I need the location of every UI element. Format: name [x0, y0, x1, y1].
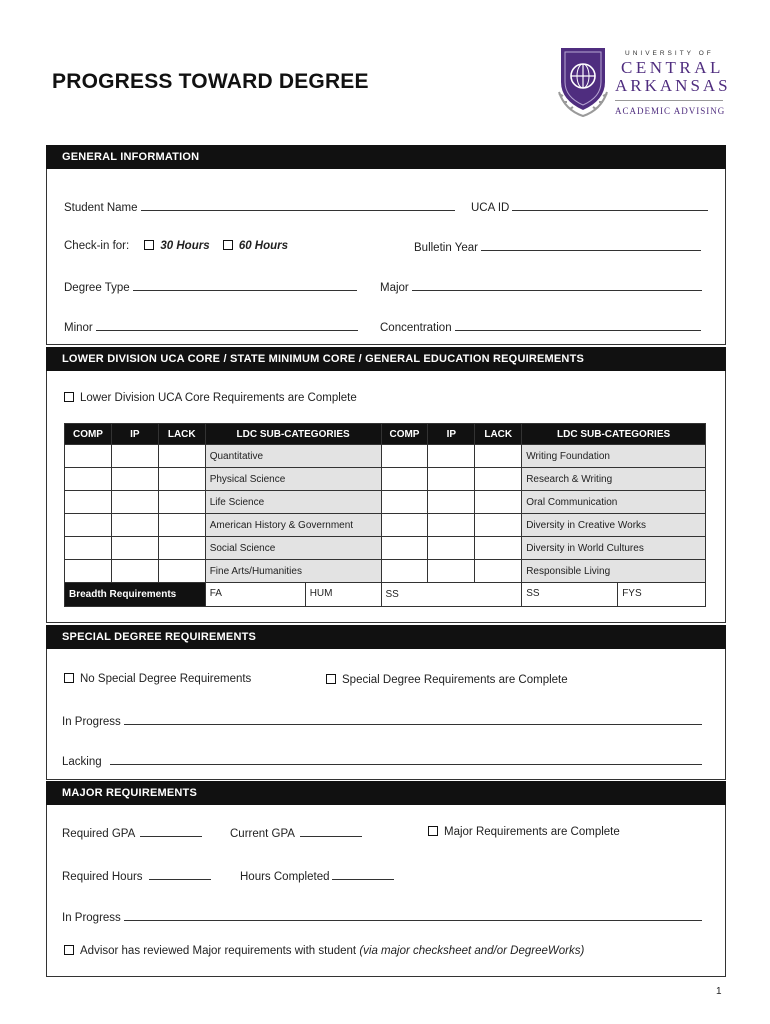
breadth-fys: FYS	[622, 588, 642, 599]
checkbox-advisor-reviewed[interactable]	[64, 945, 74, 955]
special-lacking-label: Lacking	[62, 756, 102, 768]
lack-cell[interactable]	[475, 468, 522, 491]
hours-completed-field[interactable]	[240, 869, 394, 883]
col-lack-right: LACK	[475, 424, 522, 445]
special-in-progress-blank[interactable]	[124, 714, 702, 725]
no-special-row	[64, 673, 251, 685]
category-cell: American History & Government	[205, 514, 381, 537]
major-req-header: MAJOR REQUIREMENTS	[46, 781, 726, 805]
breadth-row	[65, 583, 706, 607]
checkin-label: Check-in for:	[64, 240, 130, 252]
current-gpa-blank[interactable]	[300, 826, 362, 837]
ip-cell[interactable]	[111, 491, 158, 514]
special-complete-row	[326, 674, 568, 686]
student-name-field[interactable]	[64, 200, 455, 214]
col-comp-left: COMP	[65, 424, 112, 445]
degree-type-blank[interactable]	[133, 280, 357, 291]
lack-cell[interactable]	[158, 537, 205, 560]
ldc-header-row	[65, 424, 706, 445]
comp-cell[interactable]	[381, 537, 428, 560]
major-field[interactable]	[380, 280, 702, 294]
major-label: Major	[380, 282, 409, 294]
category-cell: Oral Communication	[522, 491, 706, 514]
concentration-label: Concentration	[380, 322, 452, 334]
ldc-complete-label: Lower Division UCA Core Requirements are Complete	[80, 392, 357, 404]
table-row	[65, 537, 706, 560]
ip-cell[interactable]	[428, 537, 475, 560]
special-complete-label: Special Degree Requirements are Complete	[342, 674, 568, 686]
hours-completed-blank[interactable]	[332, 869, 394, 880]
advisor-reviewed-row	[64, 945, 584, 957]
concentration-blank[interactable]	[455, 320, 701, 331]
category-cell: Research & Writing	[522, 468, 706, 491]
lack-cell[interactable]	[475, 537, 522, 560]
ip-cell[interactable]	[428, 560, 475, 583]
ip-cell[interactable]	[111, 468, 158, 491]
col-comp-right: COMP	[381, 424, 428, 445]
lack-cell[interactable]	[158, 514, 205, 537]
major-blank[interactable]	[412, 280, 702, 291]
category-cell: Life Science	[205, 491, 381, 514]
comp-cell[interactable]	[65, 468, 112, 491]
special-in-progress-field[interactable]	[62, 714, 702, 728]
lower-division-header: LOWER DIVISION UCA CORE / STATE MINIMUM CORE / GENERAL EDUCATION REQUIREMENTS	[46, 347, 726, 371]
logo-divider	[615, 100, 723, 101]
special-lacking-blank[interactable]	[110, 754, 702, 765]
page-title: PROGRESS TOWARD DEGREE	[52, 70, 369, 93]
breadth-cell-ss-fys[interactable]	[522, 583, 706, 607]
checkbox-special-complete[interactable]	[326, 674, 336, 684]
minor-blank[interactable]	[96, 320, 358, 331]
breadth-fa: FA	[206, 583, 306, 606]
major-in-progress-field[interactable]	[62, 910, 702, 924]
bulletin-year-blank[interactable]	[481, 240, 701, 251]
col-subcat-left: LDC SUB-CATEGORIES	[205, 424, 381, 445]
category-cell: Social Science	[205, 537, 381, 560]
lack-cell[interactable]	[475, 445, 522, 468]
required-hours-blank[interactable]	[149, 869, 211, 880]
lack-cell[interactable]	[158, 468, 205, 491]
ip-cell[interactable]	[111, 445, 158, 468]
uca-id-field[interactable]	[471, 200, 708, 214]
checkbox-ldc-complete[interactable]	[64, 392, 74, 402]
bulletin-year-label: Bulletin Year	[414, 242, 478, 254]
category-cell: Physical Science	[205, 468, 381, 491]
col-lack-left: LACK	[158, 424, 205, 445]
col-ip-left: IP	[111, 424, 158, 445]
hours-30-label: 30 Hours	[160, 240, 210, 252]
checkbox-no-special[interactable]	[64, 673, 74, 683]
major-complete-label: Major Requirements are Complete	[444, 826, 620, 838]
comp-cell[interactable]	[65, 560, 112, 583]
uca-logo	[555, 44, 730, 120]
breadth-ss-2: SS	[522, 583, 618, 606]
required-gpa-blank[interactable]	[140, 826, 202, 837]
breadth-cell-fa[interactable]	[205, 583, 381, 607]
ip-cell[interactable]	[428, 468, 475, 491]
major-complete-row	[428, 826, 620, 838]
lack-cell[interactable]	[158, 445, 205, 468]
degree-type-field[interactable]	[64, 280, 357, 294]
comp-cell[interactable]	[65, 514, 112, 537]
current-gpa-field[interactable]	[230, 826, 362, 840]
checkin-row	[64, 240, 288, 252]
lack-cell[interactable]	[158, 491, 205, 514]
lack-cell[interactable]	[475, 491, 522, 514]
ldc-table	[64, 423, 706, 607]
minor-label: Minor	[64, 322, 93, 334]
category-cell: Fine Arts/Humanities	[205, 560, 381, 583]
required-hours-label: Required Hours	[62, 871, 143, 883]
checkbox-30-hours[interactable]	[144, 240, 154, 250]
uca-id-blank[interactable]	[512, 200, 708, 211]
comp-cell[interactable]	[65, 445, 112, 468]
logo-department: ACADEMIC ADVISING	[615, 106, 726, 116]
advisor-reviewed-note: (via major checksheet and/or DegreeWorks)	[359, 945, 585, 957]
degree-type-label: Degree Type	[64, 282, 130, 294]
comp-cell[interactable]	[381, 560, 428, 583]
checkbox-major-complete[interactable]	[428, 826, 438, 836]
table-row	[65, 445, 706, 468]
logo-arkansas: ARKANSAS	[615, 76, 731, 95]
major-in-progress-label: In Progress	[62, 912, 121, 924]
uca-shield-icon	[555, 44, 611, 120]
table-row	[65, 514, 706, 537]
concentration-field[interactable]	[380, 320, 701, 334]
hours-60-label: 60 Hours	[238, 240, 289, 252]
comp-cell[interactable]	[65, 491, 112, 514]
general-info-header: GENERAL INFORMATION	[46, 145, 726, 169]
col-subcat-right: LDC SUB-CATEGORIES	[522, 424, 706, 445]
logo-university-of: UNIVERSITY OF	[625, 50, 714, 57]
logo-central: CENTRAL	[621, 58, 724, 77]
comp-cell[interactable]	[65, 537, 112, 560]
advisor-reviewed-label: Advisor has reviewed Major requirements with student	[80, 945, 357, 957]
general-info-section	[46, 169, 726, 345]
lack-cell[interactable]	[475, 560, 522, 583]
comp-cell[interactable]	[381, 468, 428, 491]
ldc-complete-row	[64, 392, 357, 404]
uca-id-label: UCA ID	[471, 202, 510, 214]
category-cell: Responsible Living	[522, 560, 706, 583]
comp-cell[interactable]	[381, 445, 428, 468]
special-lacking-field[interactable]	[62, 754, 702, 768]
category-cell: Writing Foundation	[522, 445, 706, 468]
minor-field[interactable]	[64, 320, 358, 334]
lack-cell[interactable]	[158, 560, 205, 583]
special-header: SPECIAL DEGREE REQUIREMENTS	[46, 625, 726, 649]
breadth-cell-ss[interactable]: SS	[381, 583, 522, 607]
student-name-label: Student Name	[64, 202, 138, 214]
comp-cell[interactable]	[381, 491, 428, 514]
ip-cell[interactable]	[111, 514, 158, 537]
comp-cell[interactable]	[381, 514, 428, 537]
current-gpa-label: Current GPA	[230, 828, 295, 840]
ip-cell[interactable]	[428, 445, 475, 468]
lack-cell[interactable]	[475, 514, 522, 537]
table-row	[65, 560, 706, 583]
ip-cell[interactable]	[111, 537, 158, 560]
ip-cell[interactable]	[428, 491, 475, 514]
required-hours-field[interactable]	[62, 869, 211, 883]
ip-cell[interactable]	[428, 514, 475, 537]
category-cell: Quantitative	[205, 445, 381, 468]
breadth-label: Breadth Requirements	[65, 583, 206, 607]
required-gpa-field[interactable]	[62, 826, 202, 840]
bulletin-year-field[interactable]	[414, 240, 701, 254]
student-name-blank[interactable]	[141, 200, 455, 211]
major-in-progress-blank[interactable]	[124, 910, 702, 921]
checkbox-60-hours[interactable]	[223, 240, 233, 250]
special-in-progress-label: In Progress	[62, 716, 121, 728]
required-gpa-label: Required GPA	[62, 828, 136, 840]
hours-completed-label: Hours Completed	[240, 871, 330, 883]
no-special-label: No Special Degree Requirements	[80, 673, 252, 685]
ip-cell[interactable]	[111, 560, 158, 583]
category-cell: Diversity in World Cultures	[522, 537, 706, 560]
table-row	[65, 491, 706, 514]
col-ip-right: IP	[428, 424, 475, 445]
category-cell: Diversity in Creative Works	[522, 514, 706, 537]
page-number: 1	[716, 986, 722, 997]
breadth-hum: HUM	[309, 588, 333, 599]
table-row	[65, 468, 706, 491]
